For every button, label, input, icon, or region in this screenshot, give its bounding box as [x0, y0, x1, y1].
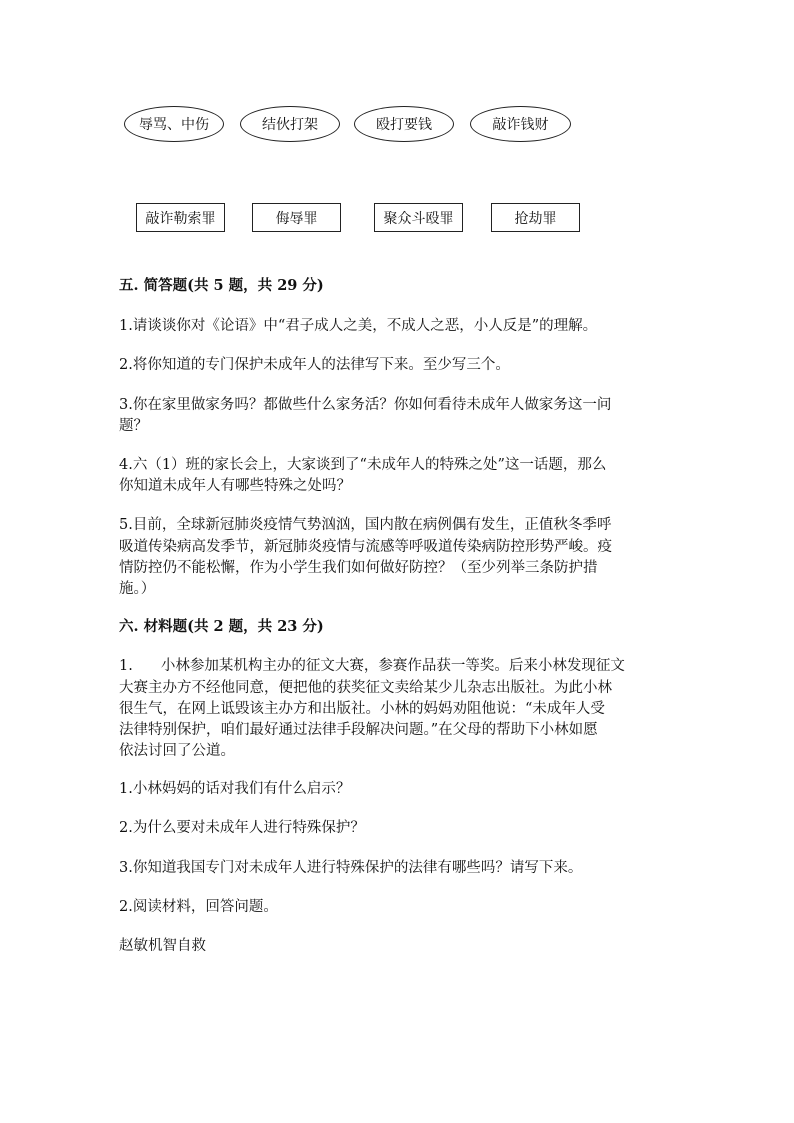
material-1-sub-question-1: 1.小林妈妈的话对我们有什么启示？	[119, 781, 351, 797]
section5-question-3-line2: 题？	[119, 418, 148, 434]
material-2-prompt: 2.阅读材料，回答问题。	[119, 899, 278, 915]
material-1-line5: 依法讨回了公道。	[119, 743, 235, 759]
oval-option-1[interactable]: 辱骂、中伤	[124, 106, 224, 142]
material-1-text: 小林参加某机构主办的征文大赛，参赛作品获一等奖。后来小林发现征文	[160, 658, 625, 674]
material-2-title: 赵敏机智自救	[119, 938, 206, 954]
material-1-line4: 法律特别保护，咱们最好通过法律手段解决问题。”在父母的帮助下小林如愿	[119, 722, 598, 738]
material-1-sub-question-2: 2.为什么要对未成年人进行特殊保护？	[119, 820, 365, 836]
oval-option-4[interactable]: 敲诈钱财	[470, 106, 571, 142]
section5-question-5-line1: 5.目前，全球新冠肺炎疫情气势汹汹，国内散在病例偶有发生，正值秋冬季呼	[119, 517, 612, 533]
oval-option-2[interactable]: 结伙打架	[240, 106, 340, 142]
material-1-line1	[119, 655, 679, 678]
section5-question-4-line1: 4.六（1）班的家长会上，大家谈到了“未成年人的特殊之处”这一话题，那么	[119, 457, 607, 473]
material-1-sub-question-3: 3.你知道我国专门对未成年人进行特殊保护的法律有哪些吗？请写下来。	[119, 860, 583, 876]
material-1-number: 1.	[119, 658, 133, 674]
section5-question-2: 2.将你知道的专门保护未成年人的法律写下来。至少写三个。	[119, 357, 510, 373]
section5-question-5-line2: 吸道传染病高发季节，新冠肺炎疫情与流感等呼吸道传染病防控形势严峻。疫	[119, 539, 612, 555]
material-1-line3: 很生气，在网上诋毁该主办方和出版社。小林的妈妈劝阻他说：“未成年人受	[119, 701, 605, 717]
crime-box-3[interactable]: 聚众斗殴罪	[374, 203, 463, 232]
crime-box-1[interactable]: 敲诈勒索罪	[136, 203, 225, 232]
section5-question-5-line4: 施。）	[119, 581, 156, 597]
oval-option-3[interactable]: 殴打要钱	[354, 106, 454, 142]
section5-heading: 五. 简答题(共 5 题，共 29 分)	[119, 277, 324, 294]
crime-box-4[interactable]: 抢劫罪	[491, 203, 580, 232]
section5-question-5-line3: 情防控仍不能松懈，作为小学生我们如何做好防控？（至少列举三条防护措	[119, 560, 598, 576]
section5-question-4-line2: 你知道未成年人有哪些特殊之处吗？	[119, 478, 351, 494]
section5-question-3-line1: 3.你在家里做家务吗？都做些什么家务活？你如何看待未成年人做家务这一问	[119, 397, 612, 413]
section6-heading: 六. 材料题(共 2 题，共 23 分)	[119, 618, 324, 635]
section5-question-1: 1.请谈谈你对《论语》中“君子成人之美，不成人之恶，小人反是”的理解。	[119, 318, 598, 334]
material-1-line2: 大赛主办方不经他同意，便把他的获奖征文卖给某少儿杂志出版社。为此小林	[119, 680, 612, 696]
crime-box-2[interactable]: 侮辱罪	[252, 203, 341, 232]
